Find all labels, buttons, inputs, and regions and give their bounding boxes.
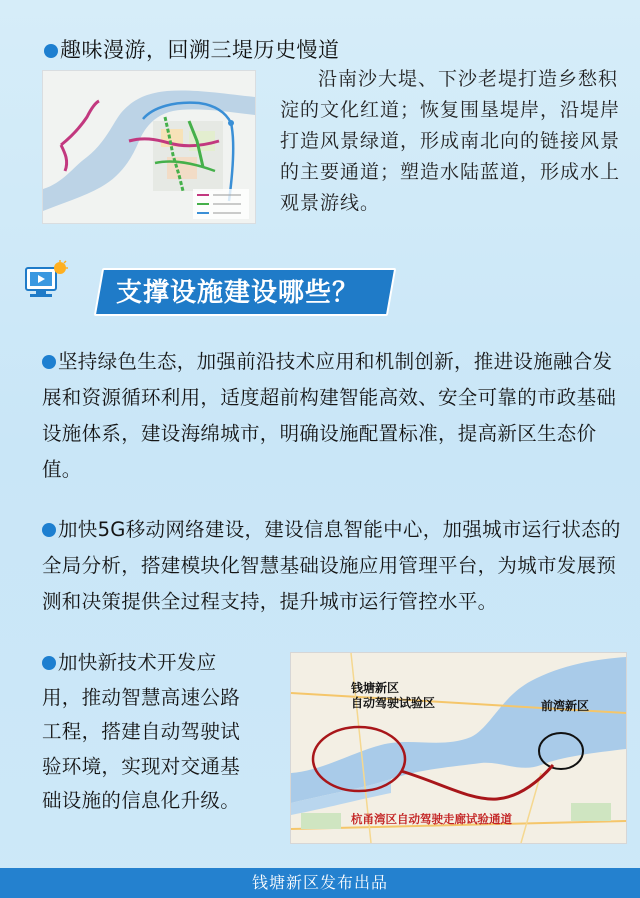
section1-text: 沿南沙大堤、下沙老堤打造乡愁积淀的文化红道；恢复围垦堤岸，沿堤岸打造风景绿道，形成南北向的链接风景的主要通道；塑造水陆蓝道，形成水上观景游线。 — [280, 68, 621, 214]
footer-bar — [0, 868, 640, 898]
bullet-icon — [42, 355, 56, 369]
map-label-qiantang: 钱塘新区 自动驾驶试验区 — [351, 681, 436, 710]
monitor-icon — [20, 260, 72, 306]
slow-road-map-graphic — [43, 71, 255, 223]
section1-title: 趣味漫游，回溯三堤历史慢道 — [44, 34, 340, 64]
footer-text: 钱塘新区发布出品 — [251, 873, 388, 892]
paragraph-new-tech: 加快新技术开发应用，推动智慧高速公路工程，搭建自动驾驶试验环境，实现对交通基础设施的信息化升级。 — [42, 651, 241, 812]
bullet-icon — [44, 44, 58, 58]
autonomous-driving-map — [290, 652, 627, 844]
banner-title: 支撑设施建设哪些？ — [116, 278, 360, 308]
bullet-icon — [42, 523, 56, 537]
map-route-label: 杭甬湾区自动驾驶走廊试验通道 — [351, 812, 512, 826]
map-label-qianwan: 前湾新区 — [541, 699, 590, 713]
paragraph-5g-network: 加快5G移动网络建设，建设信息智能中心，加强城市运行状态的全局分析，搭建模块化智慧基础设施应用管理平台，为城市发展预测和决策提供全过程支持，提升城市运行管控水平。 — [42, 518, 621, 613]
slow-road-map — [42, 70, 256, 224]
paragraph-green-ecology: 坚持绿色生态，加强前沿技术应用和机制创新，推进设施融合发展和资源循环利用，适度超前构建智能高效、安全可靠的市政基础设施体系，建设海绵城市，明确设施配置标准，提高新区生态价值。 — [42, 350, 617, 481]
section-banner — [20, 260, 400, 320]
bullet-icon — [42, 656, 56, 670]
